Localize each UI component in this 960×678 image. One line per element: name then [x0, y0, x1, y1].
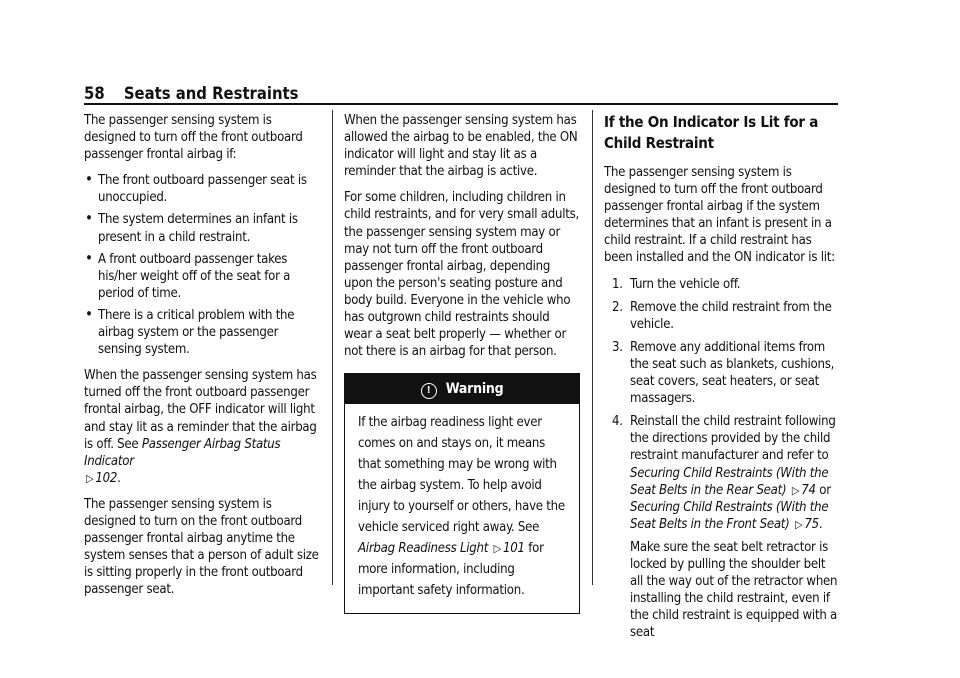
step-text: Reinstall the child restraint following the directions provided by the child restraint manufacturer and refer to	[630, 414, 836, 464]
retractor-paragraph: Make sure the seat belt retractor is locked by pulling the shoulder belt all the way out of the retractor when installing the child restraint, even if the child restraint is equipped with a seat	[630, 539, 838, 641]
on-indicator-paragraph: When the passenger sensing system has allowed the airbag to be enabled, the ON indicator will light and stay lit as a reminder that the airbag is active.	[344, 113, 578, 180]
page-reference-icon: ▷	[86, 471, 94, 485]
column-divider	[592, 110, 593, 585]
warning-text-part: for more information, including important safety information.	[358, 541, 544, 599]
step-text: Turn the vehicle off.	[630, 276, 741, 292]
adult-size-paragraph: The passenger sensing system is designed to turn on the front outboard passenger frontal airbag anytime the system senses that a person of adult size is sitting properly in the front outboard passenger seat.	[84, 496, 319, 598]
column-3	[604, 112, 840, 641]
list-item	[604, 339, 840, 407]
intro-paragraph: The passenger sensing system is designed to turn off the front outboard passenger frontal airbag if:	[84, 113, 303, 163]
step-text: Remove any additional items from the seat such as blankets, cushions, seat covers, seat heaters, or seat massagers.	[630, 339, 835, 407]
warning-text-part: If the airbag readiness light ever comes on and stays on, it means that something may be wrong with the airbag system. To help avoid injury to yourself or others, have the vehicle serviced right away. See	[358, 415, 565, 536]
list-item: • The system determines an infant is present in a child restraint.	[84, 211, 324, 245]
page-reference-icon: ▷	[791, 483, 800, 497]
header-rule	[84, 103, 838, 105]
page-ref[interactable]: 102	[95, 470, 118, 486]
list-item: • A front outboard passenger takes his/her weight off of the seat for a period of time.	[84, 251, 324, 302]
intro-paragraph: The passenger sensing system is designed to turn off the front outboard passenger frontal airbag if the system determines that an infant is present in a child restraint. If a child restraint has been installed and the ON indicator is lit:	[604, 165, 835, 266]
warning-title: Warning	[445, 381, 504, 398]
warning-icon: !	[421, 383, 437, 399]
step-number: 2.	[612, 299, 623, 315]
section-heading: If the On Indicator Is Lit for a Child Restraint	[604, 113, 819, 152]
page-header	[84, 84, 298, 103]
cross-reference-link[interactable]: Airbag Readiness Light	[358, 541, 489, 557]
page-ref[interactable]: 75	[804, 516, 819, 532]
paragraph-text: When the passenger sensing system has turned off the front outboard passenger frontal airbag, the OFF indicator will light and stay lit as a reminder that the airbag is off. See	[84, 368, 317, 452]
list-item: 4. Reinstall the child restraint following the directions provided by the child restraint manufacturer and refer to Securing Child Restraints (With the Seat Belts in the Rear Seat) ▷ 74 or Securing Child Restraints (With the Seat Belts in the Front Seat) ▷ 75.	[612, 414, 836, 532]
page-ref[interactable]: 101	[503, 541, 525, 557]
page-reference-icon: ▷	[795, 517, 803, 531]
page-ref[interactable]: 74	[801, 482, 816, 498]
steps-list	[604, 276, 840, 533]
step-text: or	[819, 482, 831, 498]
step-number: 1.	[612, 276, 623, 292]
warning-header	[345, 374, 579, 404]
list-item: • The front outboard passenger seat is unoccupied.	[84, 172, 324, 206]
list-item	[604, 276, 840, 293]
warning-box	[344, 373, 580, 614]
section-title: Seats and Restraints	[123, 84, 299, 103]
page-reference-icon: ▷	[493, 542, 501, 556]
column-1	[84, 112, 324, 607]
off-indicator-paragraph: When the passenger sensing system has turned off the front outboard passenger frontal airbag, the OFF indicator will light and stay lit as a reminder that the airbag is off. See Passenger Airbag Status Indicator ▷ 102.	[84, 368, 317, 486]
page-number: 58	[84, 84, 105, 103]
column-2	[344, 112, 580, 614]
step-text: Remove the child restraint from the vehicle.	[630, 299, 832, 332]
condition-list	[84, 172, 324, 358]
column-divider	[332, 110, 333, 585]
warning-text	[345, 404, 579, 613]
list-item	[604, 299, 840, 333]
cross-reference-link[interactable]: Securing Child Restraints (With the Seat Belts in the Rear Seat)	[630, 465, 829, 498]
step-number: 4.	[612, 414, 623, 430]
list-item: • There is a critical problem with the airbag system or the passenger sensing system.	[84, 307, 324, 358]
children-paragraph: For some children, including children in child restraints, and for very small adults, the passenger sensing system may or may not turn off the front outboard passenger frontal airbag, depending upon the person's seating posture and body build. Everyone in the vehicle who has outgrown child restraints should wear a seat belt properly — whether or not there is an airbag for that person.	[344, 190, 579, 360]
step-number: 3.	[612, 339, 623, 355]
cross-reference-link[interactable]: Passenger Airbag Status Indicator	[84, 436, 281, 469]
cross-reference-link[interactable]: Securing Child Restraints (With the Seat Belts in the Front Seat)	[630, 499, 829, 532]
